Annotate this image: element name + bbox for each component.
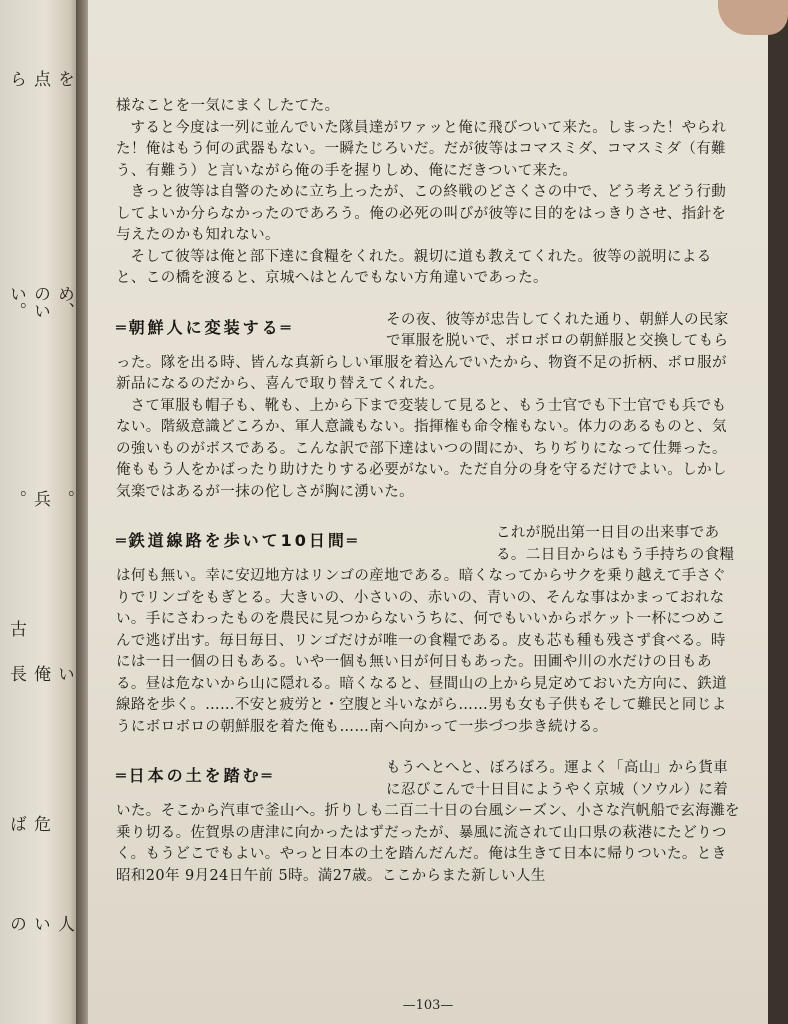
- page-body: [116, 96, 740, 887]
- left-page: [0, 0, 82, 1024]
- left-glyph: 兵: [30, 490, 50, 507]
- left-glyph: い: [54, 665, 74, 682]
- section-lead: もうへとへと、ぼろぼろ。運よく「高山」から貨車に忍びこんで十日目にようやく京城（ソウル）に着いた。そこから汽車で釜山へ。折りしも二百二十日の台風シーズン、小さな汽帆船で玄海灘を乗り切る。佐賀県の唐津に向かったはずだったが、暴風に流されて山口県の萩港にたどりつく。もうどこでもよい。やっと日本の土を踏んだんだ。俺は生きて日本に帰りついた。とき昭和20年 9月24日午前 5時。満27歳。ここからまた新しい人生: [116, 760, 740, 884]
- paragraph: さて軍服も帽子も、靴も、上から下まで変装して見ると、もう士官でも下士官でも兵でもない。階級意識どころか、軍人意識もない。指揮権も命令権もない。体力のあるものと、気の強いものがボスである。こんな訳で部下達はいつの間にか、ちりぢりになって仕舞った。俺ももう人をかばったり助けたりする必要がない。ただ自分の身を守るだけでよい。しかし気楽ではあるが一抹の佗しさが胸に湧いた。: [116, 397, 727, 500]
- paragraph: そして彼等は俺と部下達に食糧をくれた。親切に道も教えてくれた。彼等の説明によると、この橋を渡ると、京城へはとんでもない方角違いであった。: [116, 248, 712, 286]
- left-glyph: 俺: [30, 665, 50, 682]
- left-glyph: ば: [6, 815, 26, 832]
- section-lead: その夜、彼等が忠告してくれた通り、朝鮮人の民家で軍服を脱いで、ボロボロの朝鮮服と交換してもらった。隊を出る時、皆んな真新らしい軍服を着込んでいたから、物資不足の折柄、ボロ服が新品になるのだから、喜んで取り替えてくれた。: [116, 311, 729, 392]
- left-glyph: い: [30, 915, 50, 932]
- page-number: —103—: [402, 998, 454, 1013]
- left-glyph: を: [54, 70, 74, 87]
- left-glyph: の: [6, 915, 26, 932]
- left-page-text: [4, 815, 52, 832]
- left-glyph: め、: [54, 285, 74, 319]
- section-heading: ═鉄道線路を歩いて10日間═: [116, 531, 360, 550]
- left-glyph: い。: [6, 285, 26, 319]
- paragraph: 様なことを一気にまくしたてた。: [116, 98, 340, 114]
- section-japan: [116, 758, 740, 887]
- left-glyph: ら: [6, 70, 26, 87]
- paragraph: きっと彼等は自警のために立ち上ったが、この終戦のどさくさの中で、どう考えどう行動してよいか分らなかったのであろう。俺の必死の叫びが彼等に目的をはっきりさせ、指針を与えたのかも知れない。: [116, 184, 727, 243]
- thumb: [718, 0, 788, 35]
- section-heading: ═日本の土を踏む═: [116, 766, 275, 785]
- left-glyph: 。: [6, 490, 26, 507]
- left-page-text: [4, 620, 28, 637]
- section-heading: ═朝鮮人に変装する═: [116, 317, 294, 337]
- left-glyph: 点: [30, 70, 50, 87]
- left-glyph: 危: [30, 815, 50, 832]
- section-disguise: [116, 310, 740, 396]
- right-page: [88, 0, 768, 1024]
- section-lead: これが脱出第一日目の出来事である。二日目からはもう手持ちの食糧は何も無い。幸に安辺地方はリンゴの産地である。暗くなってからサクを乗り越えて手さぐりでリンゴをもぎとる。大きいの、小さいの、赤いの、青いの、そんな事はかまっておれない。手にさわったものを農民に見つからないうちに、何でもいいからポケット一杯につめこんで逃げ出す。毎日毎日、リンゴだけが唯一の食糧である。皮も芯も種も残さず食べる。時には一日一個の日もある。いや一個も無い日が何日もあった。田圃や川の水だけの日もある。昼は危ないから山に隠れる。暗くなると、昼間山の上から見定めておいた方向に、鉄道線路を歩く。……不安と疲労と・空腹と斗いながら……男も女も子供もそして難民と同じようにボロボロの朝鮮服を着た俺も……南へ向かって一歩づつ歩き続ける。: [116, 525, 735, 735]
- left-glyph: 人: [54, 915, 74, 932]
- section-railway: [116, 523, 740, 738]
- left-glyph: 長: [6, 665, 26, 682]
- left-glyph: 古: [6, 620, 26, 637]
- paragraph: すると今度は一列に並んでいた隊員達がワァッと俺に飛びついて来た。しまった！やられた！俺はもう何の武器もない。一瞬たじろいだ。だが彼等はコマスミダ、コマスミダ（有難う、有難う）と言いながら俺の手を握りしめ、俺にだきついて来た。: [116, 119, 727, 179]
- left-glyph: 。: [54, 490, 74, 507]
- left-glyph: のい: [30, 285, 50, 319]
